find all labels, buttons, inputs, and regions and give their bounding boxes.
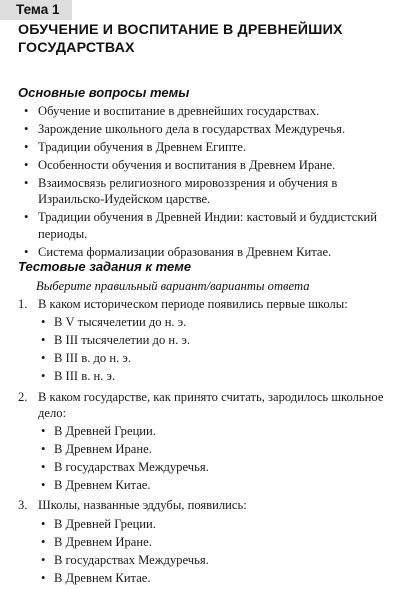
bullet-icon: • [41,369,46,384]
bullet-icon: • [24,244,29,259]
option-item: • В III тысячелетии до н. э. [41,333,190,348]
option-item: • В государствах Междуречья. [41,552,209,567]
list-item: • Система формализации образования в Древнем Китае. [24,244,332,259]
topic-label: Тема 1 [0,0,72,20]
list-item: • Взаимосвязь религиозного мировоззрения и обучения в Израильско-Иудейском царстве. [24,176,338,207]
bullet-icon: • [41,442,46,457]
options-list [38,423,388,493]
option-item: • В Древнем Иране. [41,442,152,457]
question-2 [18,389,388,494]
question-3 [18,497,388,586]
bullet-icon: • [24,122,29,136]
main-questions-heading: Основные вопросы темы [18,85,190,100]
list-item: • Традиции обучения в Древнем Египте. [24,140,247,154]
option-item: • В Древней Греции. [41,424,156,439]
option-item: • В V тысячелетии до н. э. [41,315,187,330]
question-number: 3. [18,498,28,513]
bullet-icon: • [41,333,46,348]
options-list [38,314,388,384]
option-item: • В государствах Междуречья. [41,460,209,475]
option-item: • В III в. н. э. [41,369,116,384]
list-item: • Зарождение школьного дела в государствах Междуречья. [24,122,346,136]
question-text: В каком историческом периоде появились первые школы: [38,297,348,311]
topic-title: ОБУЧЕНИЕ И ВОСПИТАНИЕ В ДРЕВНЕЙШИХ ГОСУДАРСТВАХ [18,22,343,56]
question-number: 2. [18,389,28,404]
bullet-icon: • [41,351,46,366]
question-number: 1. [18,297,28,311]
questions-list [18,296,388,590]
option-item: • В Древнем Китае. [41,570,151,585]
option-item: • В III в. до н. э. [41,351,131,366]
bullet-icon: • [41,534,46,549]
question-1 [18,296,388,385]
bullet-icon: • [24,104,29,118]
bullet-icon: • [41,315,46,330]
question-text: В каком государстве, как принято считать, зародилось школьное дело: [38,389,384,420]
bullet-icon: • [24,176,29,190]
bullet-icon: • [41,570,46,585]
question-text: Школы, названные эддубы, появились: [38,498,247,513]
bullet-icon: • [24,158,29,172]
bullet-icon: • [41,424,46,439]
bullet-icon: • [24,140,29,154]
bullet-icon: • [24,210,29,225]
tests-heading: Тестовые задания к теме [18,259,192,274]
option-item: • В Древнем Иране. [41,534,152,549]
bullet-icon: • [41,516,46,531]
option-item: • В Древней Греции. [41,516,156,531]
options-list [38,516,388,586]
option-item: • В Древнем Китае. [41,478,151,493]
bullet-icon: • [41,552,46,567]
main-questions-list [18,103,386,262]
list-item: • Особенности обучения и воспитания в Древнем Иране. [24,158,336,172]
bullet-icon: • [41,460,46,475]
list-item: • Традиции обучения в Древней Индии: кастовый и буддистский периоды. [24,210,377,241]
tests-instruction: Выберите правильный вариант/варианты ответа [36,279,310,293]
bullet-icon: • [41,478,46,493]
list-item: • Обучение и воспитание в древнейших государствах. [24,104,320,118]
